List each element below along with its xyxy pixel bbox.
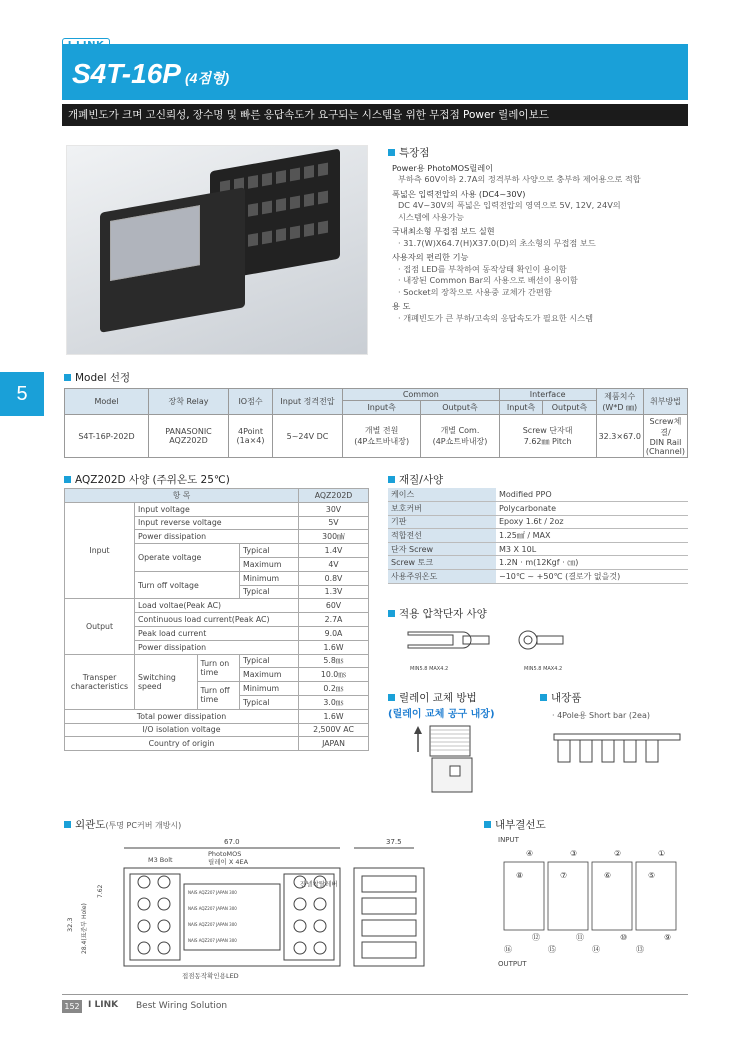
feature-title: 사용자의 편리한 기능 <box>392 252 469 262</box>
feature-detail: · 접점 LED를 부착하여 동작상태 확인이 용이함 <box>398 263 567 274</box>
svg-text:⑬: ⑬ <box>636 945 644 954</box>
material-value: M3 X 10L <box>496 542 688 556</box>
outline-drawing <box>64 832 474 982</box>
feature-item <box>388 163 688 186</box>
terminal-heading: 적용 압착단자 사양 <box>388 606 487 621</box>
svg-text:INPUT: INPUT <box>498 836 519 844</box>
material-value: 1.25㎟ / MAX <box>496 529 688 543</box>
svg-text:잔넬착탈레버: 잔넬착탈레버 <box>300 880 338 888</box>
feature-title: 국내최소형 무접점 보드 실현 <box>392 226 495 236</box>
svg-text:PhotoMOS: PhotoMOS <box>208 850 242 858</box>
svg-text:접점동작확인용LED: 접점동작확인용LED <box>182 972 239 980</box>
svg-text:M3 Bolt: M3 Bolt <box>148 856 173 864</box>
svg-text:⑥: ⑥ <box>604 871 612 880</box>
material-row <box>388 570 688 584</box>
svg-text:⑦: ⑦ <box>560 871 568 880</box>
material-table <box>388 488 688 584</box>
material-key: 보호커버 <box>388 502 496 516</box>
spec-heading: AQZ202D 사양 (주위온도 25℃) <box>64 472 230 487</box>
svg-text:⑮: ⑮ <box>548 945 556 954</box>
feature-item <box>388 189 688 224</box>
wiring-heading: 내부결선도 <box>484 817 546 832</box>
relay-change-drawing <box>410 722 490 802</box>
material-key: 단자 Screw <box>388 542 496 556</box>
svg-text:NAIS AQZ207 JAPAN 300: NAIS AQZ207 JAPAN 300 <box>188 922 237 927</box>
material-key: 사용주위온도 <box>388 570 496 584</box>
material-heading: 재질/사양 <box>388 472 443 487</box>
svg-text:67.0: 67.0 <box>224 838 240 846</box>
svg-text:MIN5.8 MAX4.2: MIN5.8 MAX4.2 <box>410 666 449 672</box>
svg-text:⑧: ⑧ <box>516 871 524 880</box>
material-row <box>388 515 688 529</box>
crimp-terminal-drawing <box>400 620 600 680</box>
svg-text:⑫: ⑫ <box>532 933 540 942</box>
material-value: Epoxy 1.6t / 2oz <box>496 515 688 529</box>
svg-text:⑭: ⑭ <box>592 945 600 954</box>
svg-text:MIN5.8 MAX4.2: MIN5.8 MAX4.2 <box>524 666 563 672</box>
svg-text:37.5: 37.5 <box>386 838 402 846</box>
feature-detail: · Socket의 장착으로 사용중 교체가 간편함 <box>398 286 552 297</box>
svg-text:7.62: 7.62 <box>97 884 104 898</box>
model-select-table: Model 장착 Relay IO점수 Input 정격전압 Common Interface 제품치수 (W*D ㎜) 취부방법 Input측 Output측 Input측 Output측 S4T-16P-202D PANASONIC AQZ202D 4Point (1a×4) 5~24V DC 개별 전원 (4P쇼트바내장) 개별 Com. (4P쇼트바내장) Screw 단자대 7.62㎜ Pitch 32.3×67.0 Screw체결/ DIN Rail (Channel) <box>64 388 688 458</box>
chapter-tab: 5 <box>0 372 44 416</box>
page-number: 152 <box>62 1000 82 1013</box>
contents-heading: 내장품 <box>540 690 581 705</box>
svg-text:②: ② <box>614 849 622 858</box>
product-description: 개폐빈도가 크며 고신뢰성, 장수명 및 빠른 응답속도가 요구되는 시스템을 위한 무접점 Power 릴레이보드 <box>62 104 688 126</box>
svg-text:⑤: ⑤ <box>648 871 656 880</box>
feature-detail: DC 4V~30V의 폭넓은 입력전압의 영역으로 5V, 12V, 24V의 <box>398 200 621 210</box>
svg-text:①: ① <box>658 849 666 858</box>
material-key: Screw 토크 <box>388 556 496 570</box>
feature-detail: 부하측 60V이하 2.7A의 정격부하 사양으로 충부하 제어용으로 적합 <box>398 174 641 184</box>
relay-change-section: 릴레이 교체 방법 (릴레이 교체 공구 내장) <box>388 692 495 720</box>
short-bar-drawing <box>550 730 690 770</box>
feature-item <box>388 226 688 249</box>
material-key: 케이스 <box>388 488 496 502</box>
svg-text:28.4(표준부 Hole): 28.4(표준부 Hole) <box>81 903 88 954</box>
model-select-heading: Model 선정 <box>64 370 130 385</box>
svg-text:NAIS AQZ207 JAPAN 300: NAIS AQZ207 JAPAN 300 <box>188 906 237 911</box>
material-value: Modified PPO <box>496 488 688 502</box>
material-row <box>388 502 688 516</box>
svg-text:⑨: ⑨ <box>664 933 672 942</box>
svg-text:⑩: ⑩ <box>620 933 628 942</box>
material-row <box>388 529 688 543</box>
page-title: S4T-16P (4점형) <box>72 58 230 89</box>
wiring-diagram <box>496 832 686 972</box>
feature-title: Power용 PhotoMOS릴레이 <box>392 162 494 173</box>
footer-logo: I LINK <box>88 1000 119 1010</box>
outline-heading: 외관도(투명 PC커버 개방시) <box>64 817 181 832</box>
material-value: −10℃ ~ +50℃ (결로가 없을것) <box>496 570 688 584</box>
material-row <box>388 542 688 556</box>
svg-text:④: ④ <box>526 849 534 858</box>
svg-text:③: ③ <box>570 849 578 858</box>
svg-text:⑪: ⑪ <box>576 933 584 942</box>
material-value: 1.2N · m(12Kgf · ㎝) <box>496 556 688 570</box>
relay-board-image-front <box>100 187 245 333</box>
feature-title: 용 도 <box>392 301 411 311</box>
features-section: 특장점 Power용 PhotoMOS릴레이 부하측 60V이하 2.7A의 정격부하 사양으로 충부하 제어용으로 적합 폭넓은 입력전압의 사용 (DC4~30V) DC 4V~30V의 폭넓은 입력전압의 영역으로 5V, 12V, 24V의 시스템에 사용가능 국내최소형 무접점 보드 실현 · 31.7(W)X64.7(H)X37.0(D)의 초소형의 무접점 보드 사용자의 편리한 기능 · 접점 LED를 부착하여 동작상태 확인이 용이함 · 내장된 Common Bar의 사용으로 배선이 용이함 · Socket의 장착으로 사용중 교체가 간편함 용 도 · 개폐빈도가 큰 부하/고속의 응답속도가 필요한 시스템 <box>388 148 688 324</box>
feature-detail: · 31.7(W)X64.7(H)X37.0(D)의 초소형의 무접점 보드 <box>398 237 596 248</box>
footer-tagline: Best Wiring Solution <box>136 1001 228 1011</box>
svg-text:NAIS AQZ207 JAPAN 300: NAIS AQZ207 JAPAN 300 <box>188 938 237 943</box>
contents-item: · 4Pole용 Short bar (2ea) <box>552 711 651 720</box>
feature-item <box>388 301 688 324</box>
spec-table: 항 목 AQZ202D Input Input voltage 30V Input reverse voltage 5V Power dissipation 300㎽ Operate voltage Typical 1.4V Maximum 4V Turn off voltage Minimum 0.8V Typical 1.3V Output Load voltae(Peak AC) 60V Continuous load current(Peak AC) 2.7A Peak load current 9.0A Power dissipation 1.6W Transper characteristics Switching speed Turn on time Turn off time Typical 5.8㎳ Maximum 10.0㎳ Minimum 0.2㎳ Typical 3.0㎳ Total power dissipation 1.6W I/O isolation voltage 2,500V AC Country of origin JAPAN <box>64 488 369 751</box>
material-value: Polycarbonate <box>496 502 688 516</box>
feature-detail: · 개폐빈도가 큰 부하/고속의 응답속도가 필요한 시스템 <box>398 312 593 323</box>
material-key: 기판 <box>388 515 496 529</box>
material-row <box>388 556 688 570</box>
svg-text:⑯: ⑯ <box>504 945 512 954</box>
svg-text:32.3: 32.3 <box>66 917 74 932</box>
feature-title: 폭넓은 입력전압의 사용 (DC4~30V) <box>392 188 526 199</box>
svg-text:OUTPUT: OUTPUT <box>498 960 527 968</box>
svg-text:NAIS AQZ207 JAPAN 300: NAIS AQZ207 JAPAN 300 <box>188 890 237 895</box>
feature-item <box>388 252 688 298</box>
feature-detail: · 내장된 Common Bar의 사용으로 배선이 용이함 <box>398 275 578 285</box>
feature-detail: 시스템에 사용가능 <box>398 211 464 222</box>
material-key: 적합전선 <box>388 529 496 543</box>
svg-text:릴레이 X 4EA: 릴레이 X 4EA <box>208 858 249 866</box>
footer-rule <box>62 994 688 995</box>
material-row <box>388 488 688 502</box>
